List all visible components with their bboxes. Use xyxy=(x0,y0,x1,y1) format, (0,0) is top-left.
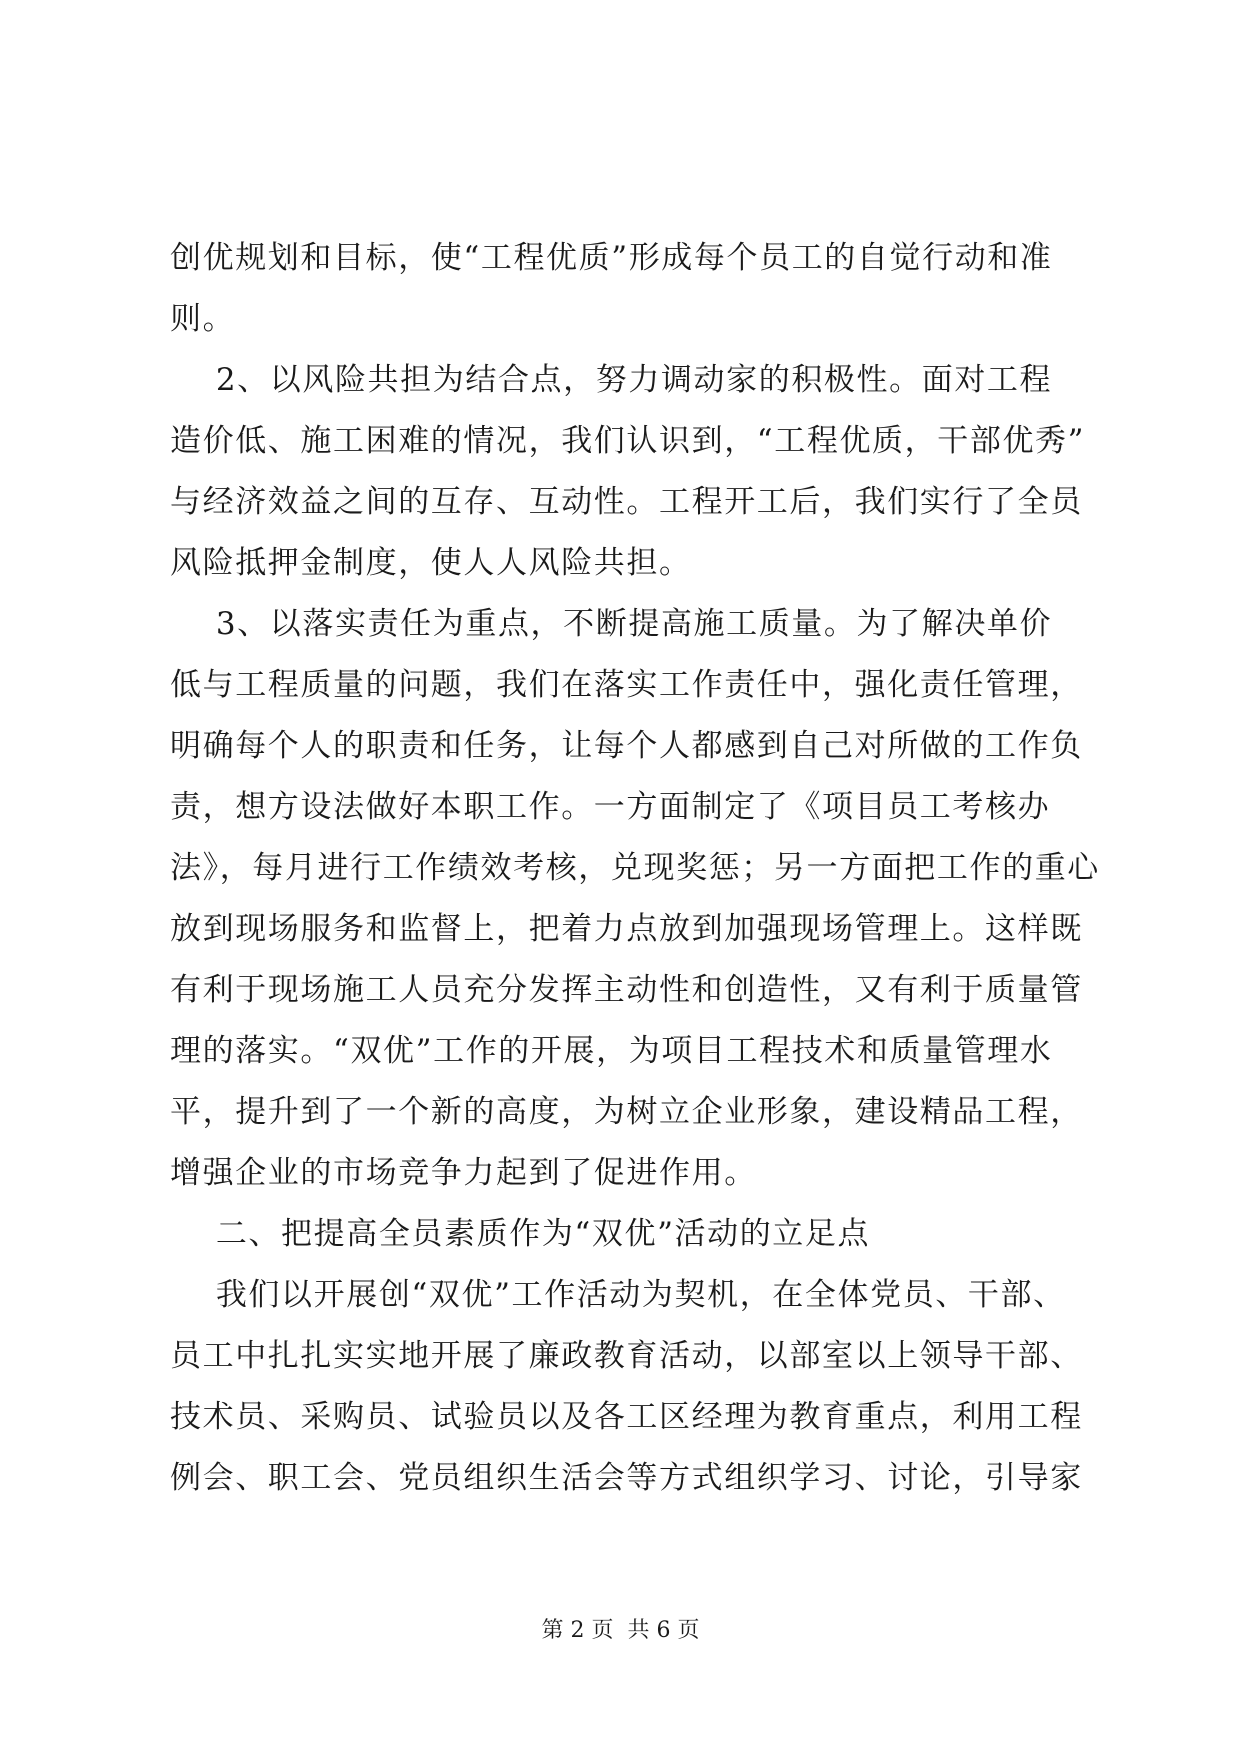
text-line: 明确每个人的职责和任务，让每个人都感到自己对所做的工作负 xyxy=(170,728,1083,764)
text-line: 员工中扎扎实实地开展了廉政教育活动，以部室以上领导干部、 xyxy=(170,1338,1083,1374)
text-line: 理的落实。“双优”工作的开展，为项目工程技术和质量管理水 xyxy=(170,1033,1053,1069)
text-line: 放到现场服务和监督上，把着力点放到加强现场管理上。这样既 xyxy=(170,911,1083,947)
text-line: 技术员、采购员、试验员以及各工区经理为教育重点，利用工程 xyxy=(170,1399,1083,1435)
text-line: 有利于现场施工人员充分发挥主动性和创造性，又有利于质量管 xyxy=(170,972,1083,1008)
text-line: 责，想方设法做好本职工作。一方面制定了《项目员工考核办 xyxy=(170,789,1051,825)
text-line: 法》，每月进行工作绩效考核，兑现奖惩；另一方面把工作的重心 xyxy=(170,850,1100,886)
page-number: 第 2 页 共 6 页 xyxy=(541,1618,700,1643)
text-line: 造价低、施工困难的情况，我们认识到，“工程优质，干部优秀” xyxy=(170,423,1086,459)
text-line: 平，提升到了一个新的高度，为树立企业形象，建设精品工程， xyxy=(170,1094,1083,1130)
text-line: 低与工程质量的问题，我们在落实工作责任中，强化责任管理， xyxy=(170,667,1083,703)
text-line: 我们以开展创“双优”工作活动为契机，在全体党员、干部、 xyxy=(170,1277,1066,1313)
text-line: 则。 xyxy=(170,301,236,337)
text-line: 例会、职工会、党员组织生活会等方式组织学习、讨论，引导家 xyxy=(170,1460,1083,1496)
text-line: 3、以落实责任为重点，不断提高施工质量。为了解决单价 xyxy=(170,606,1053,642)
text-line: 增强企业的市场竞争力起到了促进作用。 xyxy=(170,1155,757,1191)
text-line: 与经济效益之间的互存、互动性。工程开工后，我们实行了全员 xyxy=(170,484,1083,520)
page-footer xyxy=(0,1616,1241,1646)
text-line: 风险抵押金制度，使人人风险共担。 xyxy=(170,545,692,581)
section-heading: 二、把提高全员素质作为“双优”活动的立足点 xyxy=(170,1216,871,1252)
text-line: 2、以风险共担为结合点，努力调动家的积极性。面对工程 xyxy=(170,362,1053,398)
body-text xyxy=(170,228,1100,1509)
text-line: 创优规划和目标，使“工程优质”形成每个员工的自觉行动和准 xyxy=(170,240,1053,276)
